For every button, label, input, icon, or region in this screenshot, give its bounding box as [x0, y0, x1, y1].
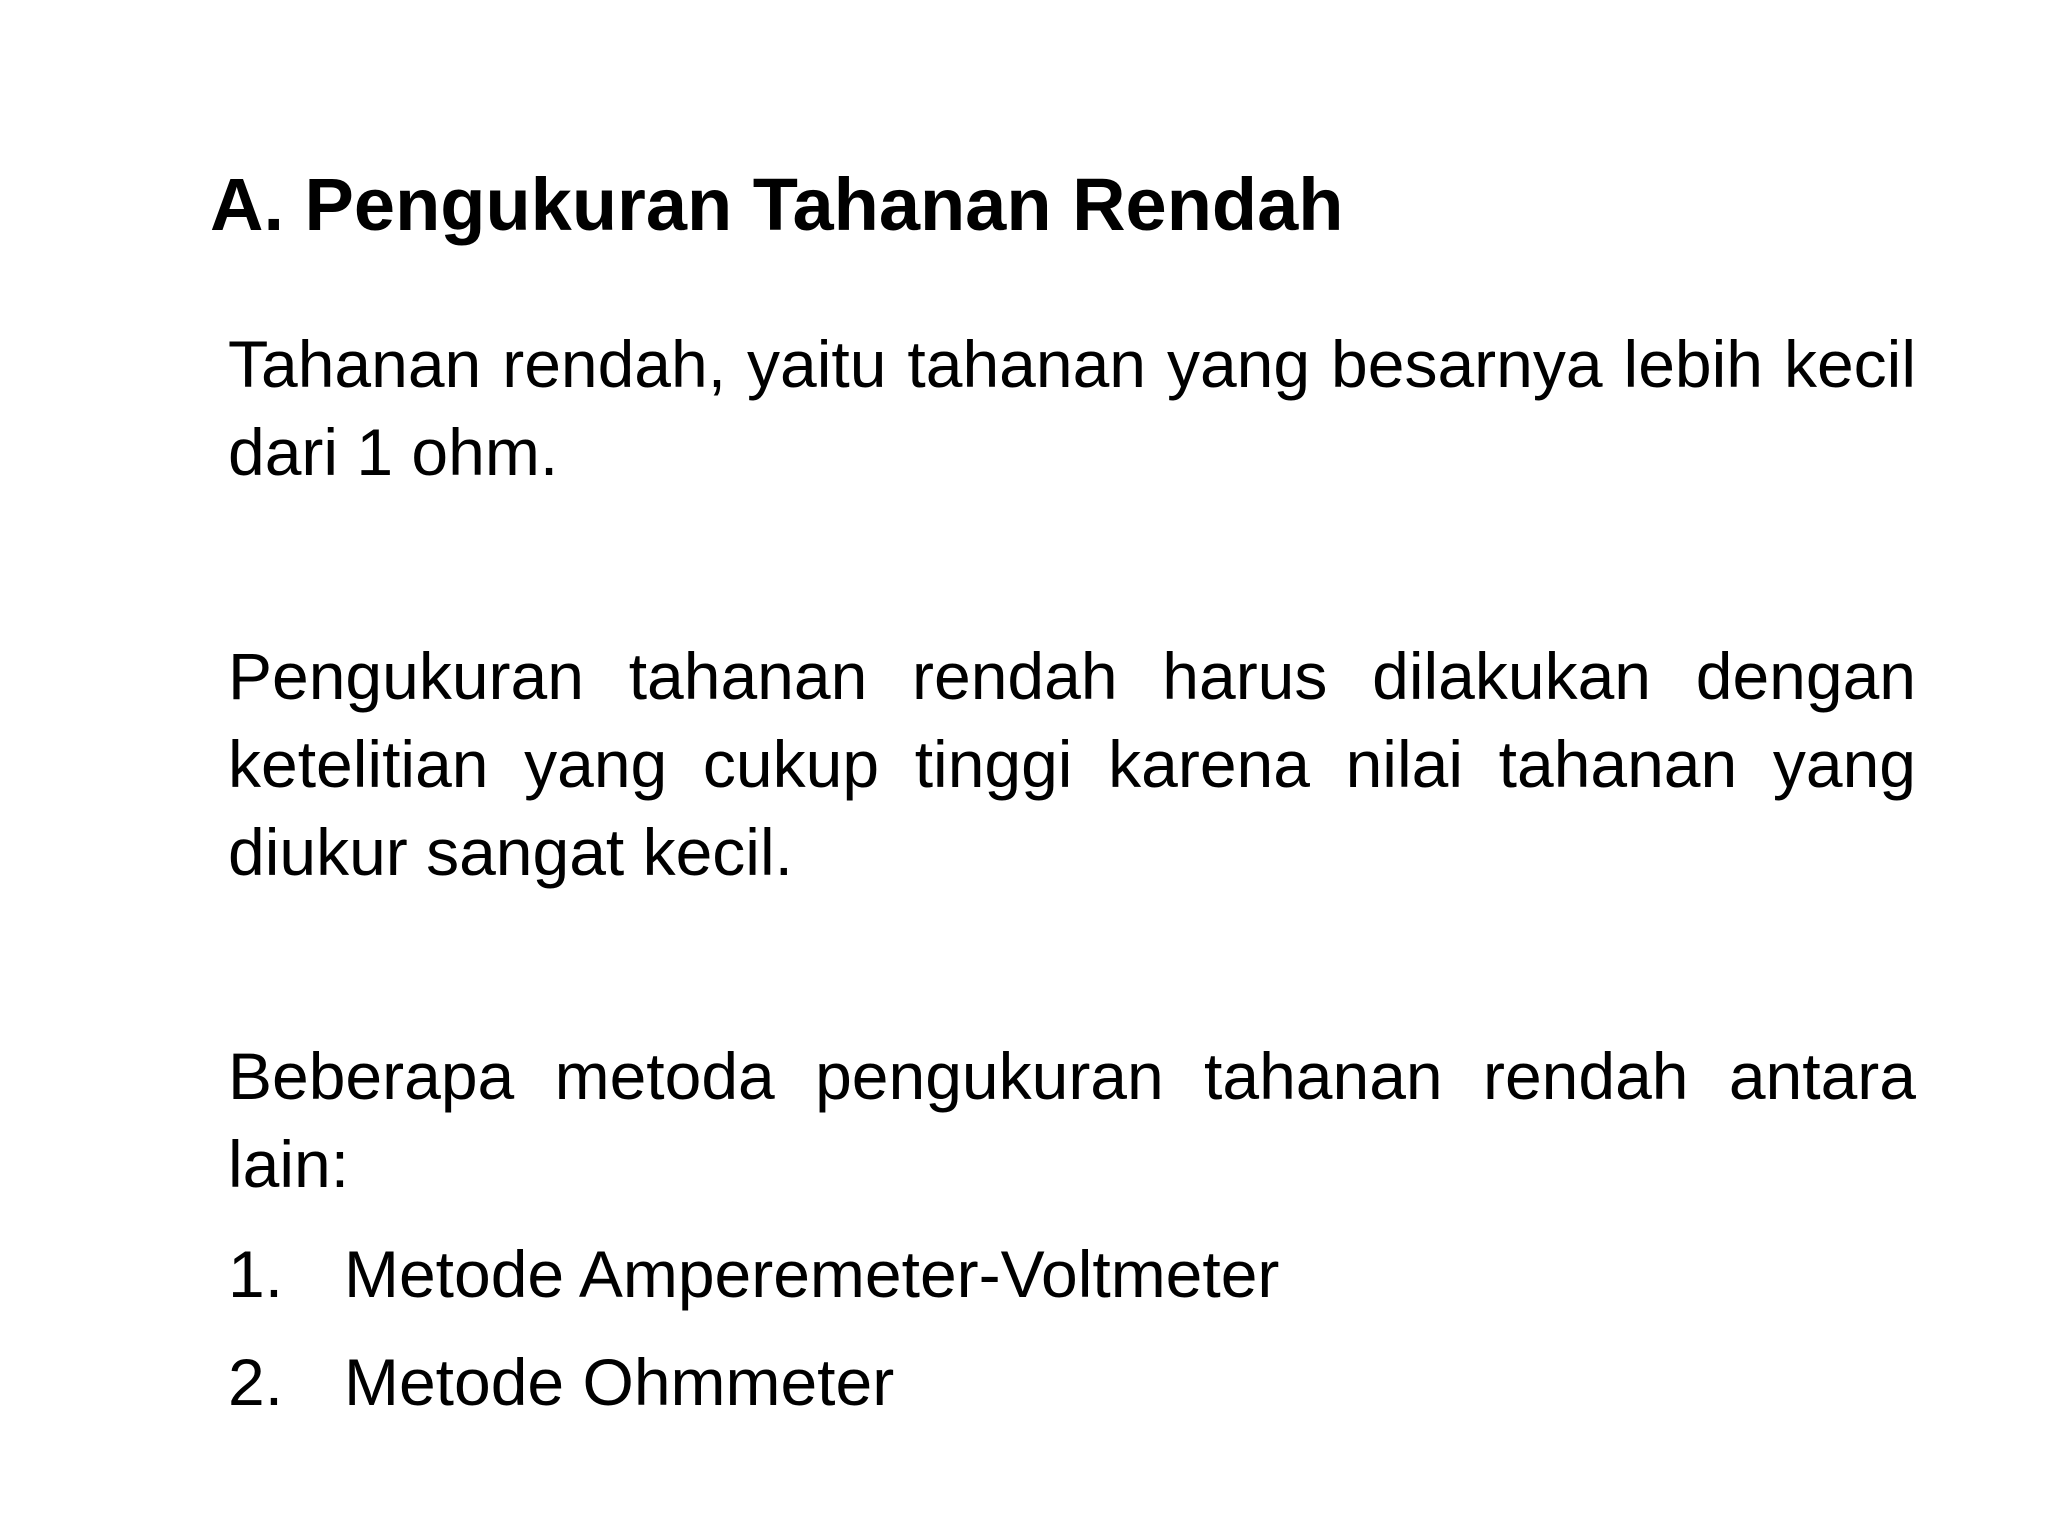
list-item [228, 1338, 1916, 1426]
list-item-number: 1. [228, 1237, 284, 1311]
list-item-text: Metode Ohmmeter [344, 1345, 895, 1419]
paragraph-definition: Tahanan rendah, yaitu tahanan yang besarnya lebih kecil dari 1 ohm. [228, 327, 1916, 489]
paragraph-accuracy: Pengukuran tahanan rendah harus dilakukan dengan ketelitian yang cukup tinggi karena nilai tahanan yang diukur sangat kecil. [228, 639, 1916, 889]
list-item-number: 2. [228, 1345, 284, 1419]
list-item-text: Metode Amperemeter-Voltmeter [344, 1237, 1280, 1311]
slide-body [228, 320, 1916, 1446]
slide-title: A. Pengukuran Tahanan Rendah [210, 163, 1344, 246]
list-item [228, 1230, 1916, 1318]
methods-list [228, 1230, 1916, 1426]
paragraph-methods-intro: Beberapa metoda pengukuran tahanan rendah antara lain: [228, 1039, 1916, 1201]
